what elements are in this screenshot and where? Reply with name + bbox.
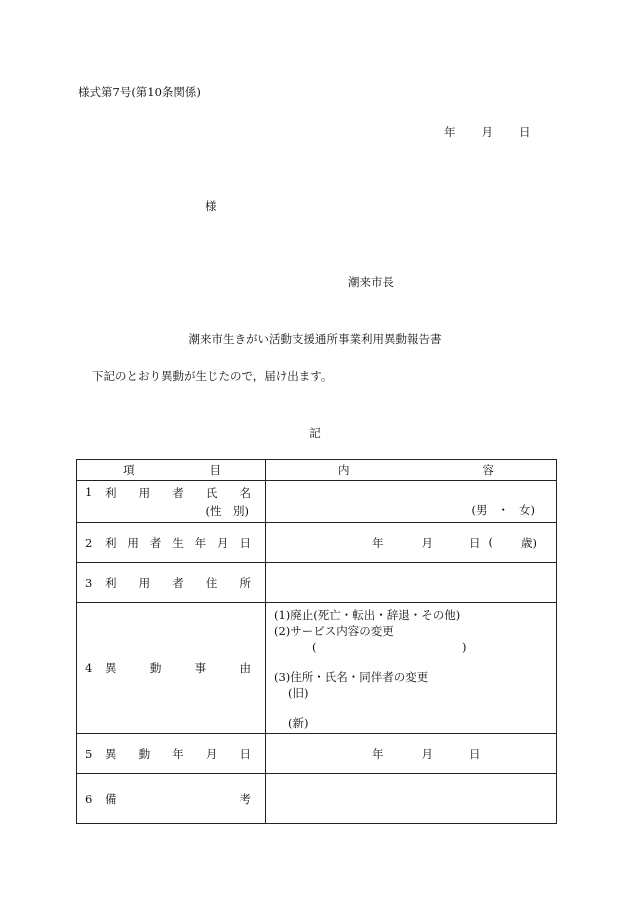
row-number: 3 xyxy=(85,575,93,590)
date-day: 日 xyxy=(519,125,531,139)
header-item-2: 目 xyxy=(209,463,221,477)
addressee-suffix: 様 xyxy=(205,199,217,213)
user-name-field[interactable] xyxy=(266,481,557,523)
label-cell xyxy=(77,563,266,603)
remarks-field[interactable] xyxy=(266,774,557,824)
lead-text: 下記のとおり異動が生じたので，届け出ます。 xyxy=(92,369,333,383)
document-title: 潮来市生きがい活動支援通所事業利用異動報告書 xyxy=(188,332,442,346)
header-content xyxy=(266,460,557,481)
new-value-label: (新) xyxy=(288,716,309,730)
issuer: 潮来市長 xyxy=(348,275,394,289)
sex-sublabel: (性 別) xyxy=(205,503,249,518)
birth-month: 月 xyxy=(421,535,433,550)
reason-option-1[interactable]: (1)廃止(死亡・転出・辞退・その他) xyxy=(274,608,461,622)
header-content-2: 容 xyxy=(482,463,494,477)
date-month: 月 xyxy=(481,125,493,139)
form-number: 様式第7号(第10条関係) xyxy=(78,85,201,99)
label-cell xyxy=(77,734,266,774)
row-number: 2 xyxy=(85,535,93,550)
header-content-1: 内 xyxy=(338,463,350,477)
table-row-reason xyxy=(77,603,557,734)
label-cell xyxy=(77,523,266,563)
address-field[interactable] xyxy=(266,563,557,603)
row-number: 5 xyxy=(85,746,93,761)
reason-option-2[interactable]: (2)サービス内容の変更 xyxy=(274,624,394,638)
sex-choice: (男 ・ 女) xyxy=(471,502,535,517)
row-label: 利 用 者 氏 名 xyxy=(105,485,251,500)
sex-female[interactable]: 女) xyxy=(519,502,535,517)
table-row-birth xyxy=(77,523,557,563)
table-row-user-name xyxy=(77,481,557,523)
row-label: 異 動 年 月 日 xyxy=(105,746,251,761)
sex-male[interactable]: (男 xyxy=(471,502,488,517)
row-label: 備 考 xyxy=(105,791,251,806)
label-cell xyxy=(77,774,266,824)
service-change-detail[interactable]: ( ) xyxy=(312,640,467,654)
header-item-1: 項 xyxy=(123,463,135,477)
row-number: 4 xyxy=(85,661,93,675)
reason-option-3[interactable]: (3)住所・氏名・同伴者の変更 xyxy=(274,670,429,684)
change-date-field[interactable] xyxy=(266,734,557,774)
age-label: 歳) xyxy=(521,535,537,550)
row-label: 利 用 者 住 所 xyxy=(105,575,251,590)
label-cell xyxy=(77,481,266,523)
row-label: 異 動 事 由 xyxy=(105,661,251,675)
table-row-change-date xyxy=(77,734,557,774)
table-row-address xyxy=(77,563,557,603)
old-value-label: (旧) xyxy=(288,686,309,700)
date-line xyxy=(444,124,531,140)
ki-heading: 記 xyxy=(309,426,321,440)
label-cell xyxy=(77,603,266,734)
age-open: ( xyxy=(488,534,493,549)
report-table xyxy=(76,459,557,824)
row-number: 1 xyxy=(85,484,93,499)
row-number: 6 xyxy=(85,791,93,806)
date-year: 年 xyxy=(444,125,456,139)
table-row-remarks xyxy=(77,774,557,824)
birth-date-field[interactable] xyxy=(266,523,557,563)
change-year: 年 xyxy=(372,746,384,761)
birth-day: 日 xyxy=(469,535,481,550)
change-month: 月 xyxy=(421,746,433,761)
row-label: 利 用 者 生 年 月 日 xyxy=(105,535,251,550)
reason-field[interactable] xyxy=(266,603,557,734)
birth-year: 年 xyxy=(372,535,384,550)
change-day: 日 xyxy=(469,746,481,761)
table-header-row xyxy=(77,460,557,481)
header-item xyxy=(77,460,266,481)
